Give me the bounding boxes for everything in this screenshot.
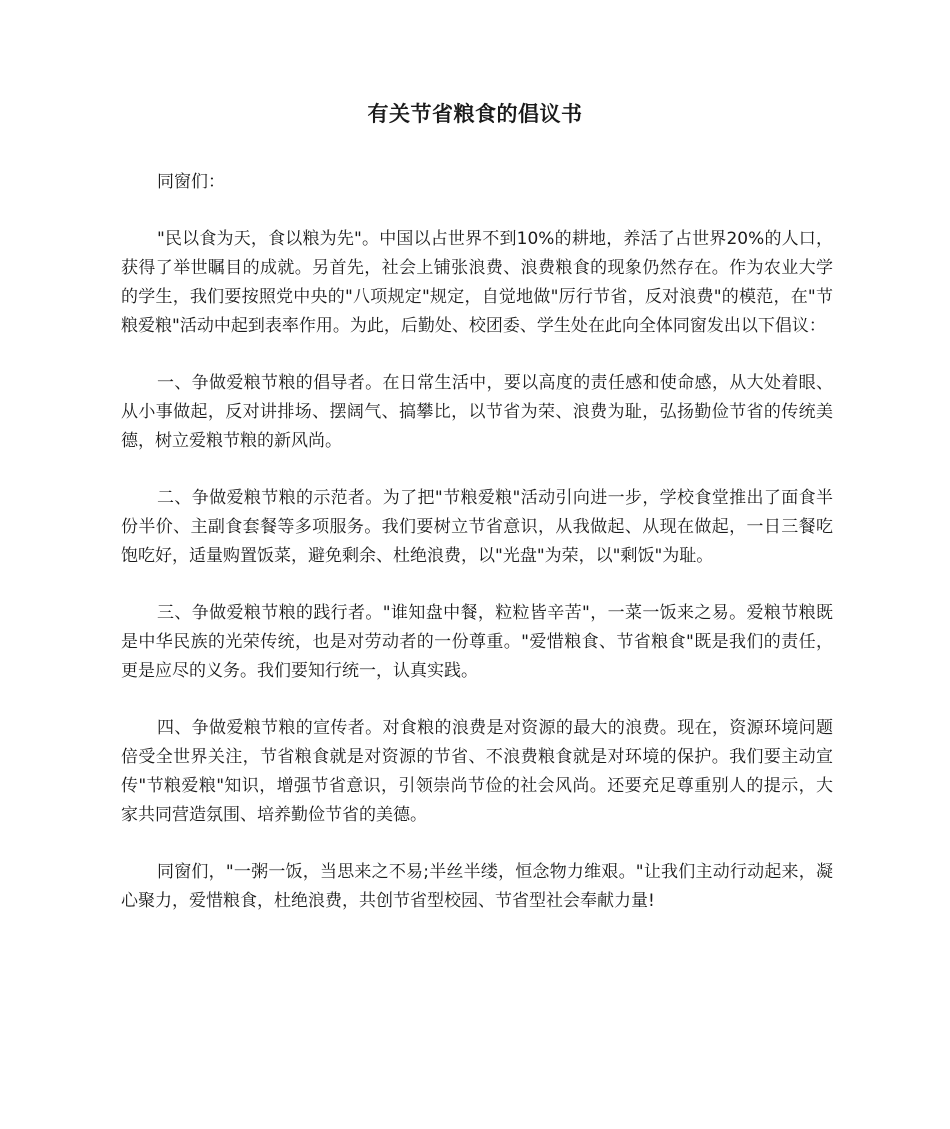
paragraph-practitioner: 三、争做爱粮节粮的践行者。"谁知盘中餐，粒粒皆辛苦"，一菜一饭来之易。爱粮节粮既是中华民族的光荣传统，也是对劳动者的一份尊重。"爱惜粮食、节省粮食"既是我们的责任，更是应尽的义务。我们要知行统一，认真实践。 — [121, 603, 833, 681]
document-title: 有关节省粮食的倡议书 — [367, 102, 583, 126]
document-body — [121, 168, 833, 944]
paragraph-advocate: 一、争做爱粮节粮的倡导者。在日常生活中，要以高度的责任感和使命感，从大处着眼、从小事做起，反对讲排场、摆阔气、搞攀比，以节省为荣、浪费为耻，弘扬勤俭节省的传统美德，树立爱粮节粮的新风尚。 — [121, 373, 833, 451]
paragraph-closing: 同窗们，"一粥一饭，当思来之不易;半丝半缕，恒念物力维艰。"让我们主动行动起来，凝心聚力，爱惜粮食，杜绝浪费，共创节省型校园、节省型社会奉献力量! — [121, 862, 833, 911]
paragraph-intro: "民以食为天，食以粮为先"。中国以占世界不到10%的耕地，养活了占世界20%的人口，获得了举世瞩目的成就。另首先，社会上铺张浪费、浪费粮食的现象仍然存在。作为农业大学的学生，我们要按照党中央的"八项规定"规定，自觉地做"厉行节省，反对浪费"的模范，在"节粮爱粮"活动中起到表率作用。为此，后勤处、校团委、学生处在此向全体同窗发出以下倡议： — [121, 229, 833, 336]
paragraph-promoter: 四、争做爱粮节粮的宣传者。对食粮的浪费是对资源的最大的浪费。现在，资源环境问题倍受全世界关注，节省粮食就是对资源的节省、不浪费粮食就是对环境的保护。我们要主动宣传"节粮爱粮"知识，增强节省意识，引领崇尚节俭的社会风尚。还要充足尊重别人的提示，大家共同营造氛围、培养勤俭节省的美德。 — [121, 718, 833, 825]
greeting: 同窗们： — [157, 172, 225, 192]
paragraph-exemplar: 二、争做爱粮节粮的示范者。为了把"节粮爱粮"活动引向进一步，学校食堂推出了面食半份半价、主副食套餐等多项服务。我们要树立节省意识，从我做起、从现在做起，一日三餐吃饱吃好，适量购置饭菜，避免剩余、杜绝浪费，以"光盘"为荣，以"剩饭"为耻。 — [121, 488, 833, 566]
